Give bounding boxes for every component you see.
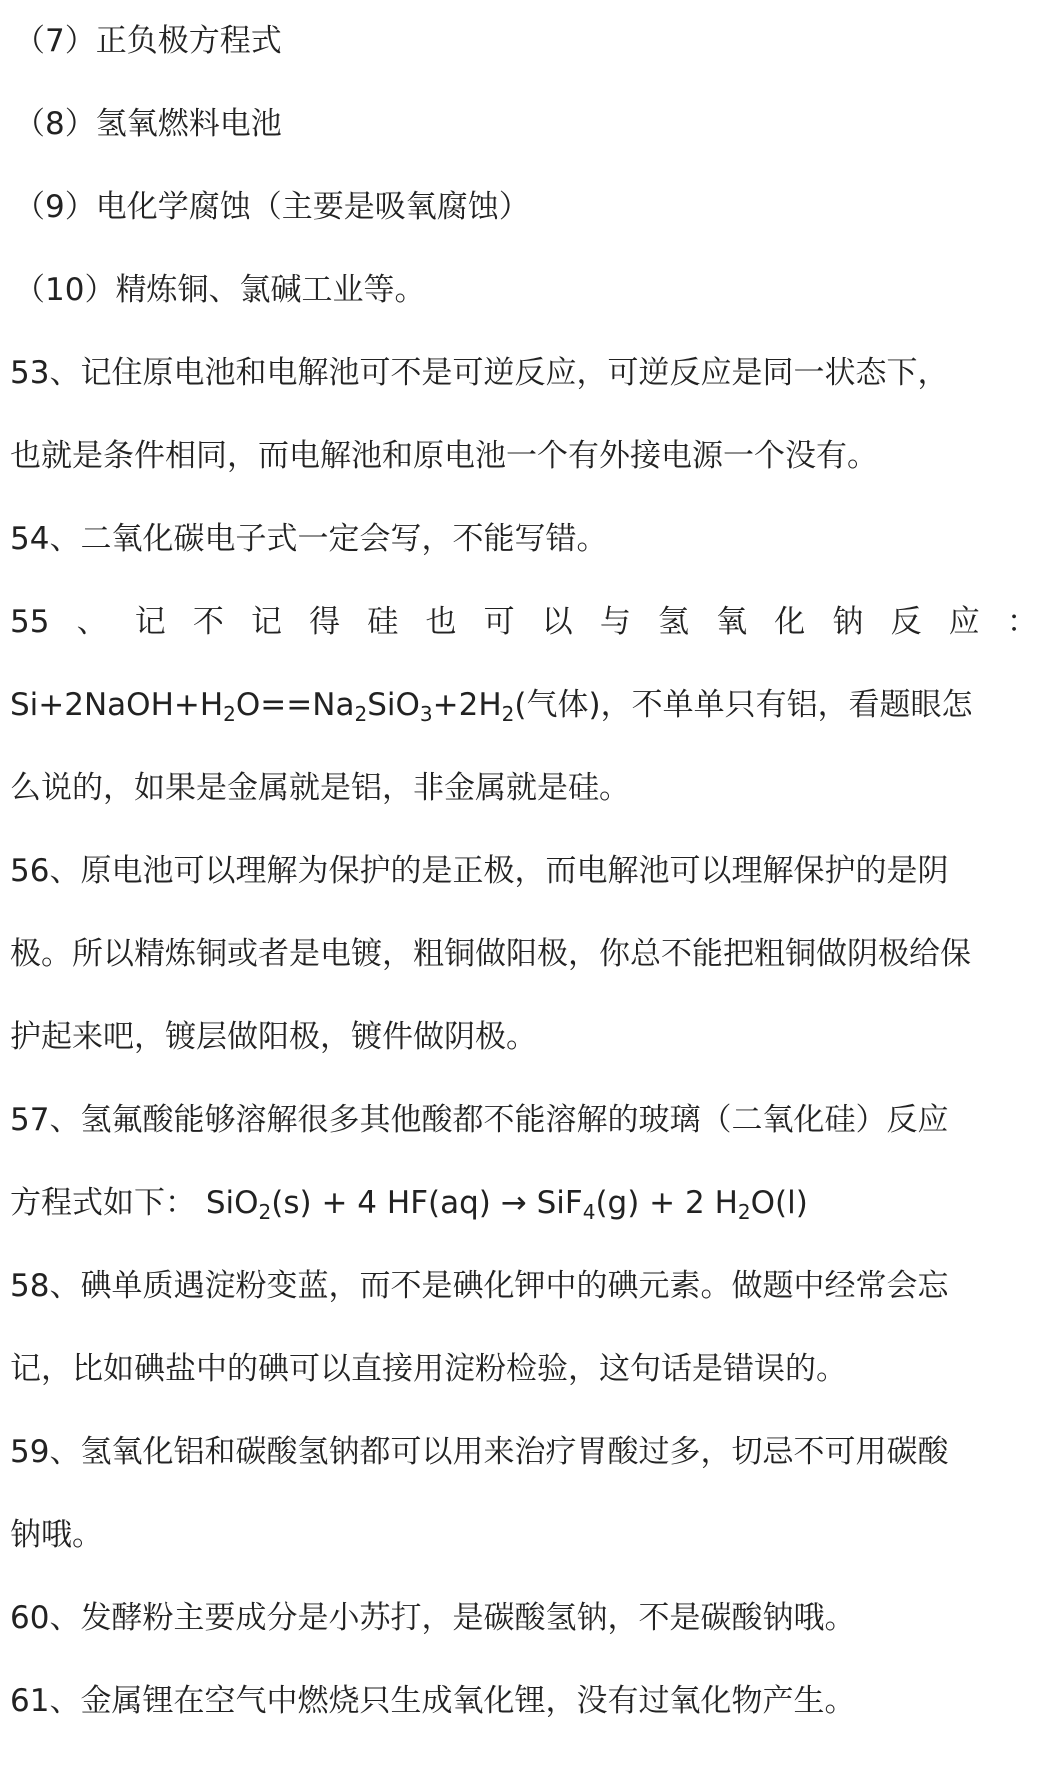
justified-char: 、 xyxy=(76,604,108,640)
subscript: 2 xyxy=(258,1200,272,1224)
paragraph-57-line-2 xyxy=(10,1162,1050,1245)
justified-char: 可 xyxy=(483,604,515,640)
subscript: 2 xyxy=(354,702,368,726)
justified-char: 不 xyxy=(192,604,224,640)
justified-char: 硅 xyxy=(367,604,399,640)
formula-text: Si+2NaOH+H xyxy=(10,687,224,723)
paragraph-58-line-1: 58、碘单质遇淀粉变蓝，而不是碘化钾中的碘元素。做题中经常会忘 xyxy=(10,1268,949,1304)
paragraph-55-line-3: 么说的，如果是金属就是铝，非金属就是硅。 xyxy=(10,770,630,806)
formula-text: O(l) xyxy=(750,1185,808,1221)
justified-char: 钠 xyxy=(832,604,864,640)
paragraph-55-line-1 xyxy=(10,581,1038,664)
subscript: 4 xyxy=(582,1200,596,1224)
justified-char: 应 xyxy=(948,604,980,640)
formula-text: (s) + 4 HF(aq) → SiF xyxy=(271,1185,583,1221)
subscript: 3 xyxy=(419,702,433,726)
paragraph-55-line-2 xyxy=(10,664,1050,747)
formula-text: SiO xyxy=(367,687,420,723)
justified-char: 得 xyxy=(309,604,341,640)
justified-char: 与 xyxy=(599,604,631,640)
subscript: 2 xyxy=(501,702,515,726)
paragraph-59-line-2: 钠哦。 xyxy=(10,1517,103,1553)
list-item-10: （10）精炼铜、氯碱工业等。 xyxy=(14,272,426,308)
formula-text: (g) + 2 H xyxy=(595,1185,738,1221)
paragraph-53-line-2: 也就是条件相同，而电解池和原电池一个有外接电源一个没有。 xyxy=(10,438,878,474)
paragraph-59-line-1: 59、氢氧化铝和碳酸氢钠都可以用来治疗胃酸过多，切忌不可用碳酸 xyxy=(10,1434,949,1470)
paragraph-54: 54、二氧化碳电子式一定会写，不能写错。 xyxy=(10,521,608,557)
paragraph-60: 60、发酵粉主要成分是小苏打，是碳酸氢钠，不是碳酸钠哦。 xyxy=(10,1600,856,1636)
paragraph-61: 61、金属锂在空气中燃烧只生成氧化锂，没有过氧化物产生。 xyxy=(10,1683,856,1719)
paragraph-56-line-3: 护起来吧，镀层做阳极，镀件做阴极。 xyxy=(10,1019,537,1055)
justified-char: ： xyxy=(1006,604,1038,640)
paragraph-58-line-2: 记，比如碘盐中的碘可以直接用淀粉检验，这句话是错误的。 xyxy=(10,1351,847,1387)
formula-text: +2H xyxy=(432,687,502,723)
subscript: 2 xyxy=(223,702,236,726)
justified-char: 氢 xyxy=(658,604,689,640)
formula-text: O==Na xyxy=(235,687,355,723)
justified-char: 55 xyxy=(10,604,50,640)
justified-char: 以 xyxy=(541,604,573,640)
justified-char: 化 xyxy=(774,604,806,640)
list-item-9: （9）电化学腐蚀（主要是吸氧腐蚀） xyxy=(14,189,530,225)
paragraph-56-line-2: 极。所以精炼铜或者是电镀，粗铜做阳极，你总不能把粗铜做阴极给保 xyxy=(10,936,971,972)
justified-char: 氧 xyxy=(716,604,748,640)
paragraph-text: (气体)，不单单只有铝，看题眼怎 xyxy=(514,687,973,723)
paragraph-57-line-1: 57、氢氟酸能够溶解很多其他酸都不能溶解的玻璃（二氧化硅）反应 xyxy=(10,1102,949,1138)
justified-char: 也 xyxy=(425,604,457,640)
justified-char: 反 xyxy=(890,604,922,640)
list-item-8: （8）氢氧燃料电池 xyxy=(14,106,282,142)
justified-char: 记 xyxy=(134,604,166,640)
paragraph-56-line-1: 56、原电池可以理解为保护的是正极，而电解池可以理解保护的是阴 xyxy=(10,853,949,889)
paragraph-53-line-1: 53、记住原电池和电解池可不是可逆反应，可逆反应是同一状态下， xyxy=(10,355,949,391)
list-item-7: （7）正负极方程式 xyxy=(14,23,282,59)
subscript: 2 xyxy=(737,1200,751,1224)
document-body xyxy=(10,0,1050,1743)
justified-char: 记 xyxy=(251,604,283,640)
paragraph-text: 方程式如下： SiO xyxy=(10,1185,259,1221)
